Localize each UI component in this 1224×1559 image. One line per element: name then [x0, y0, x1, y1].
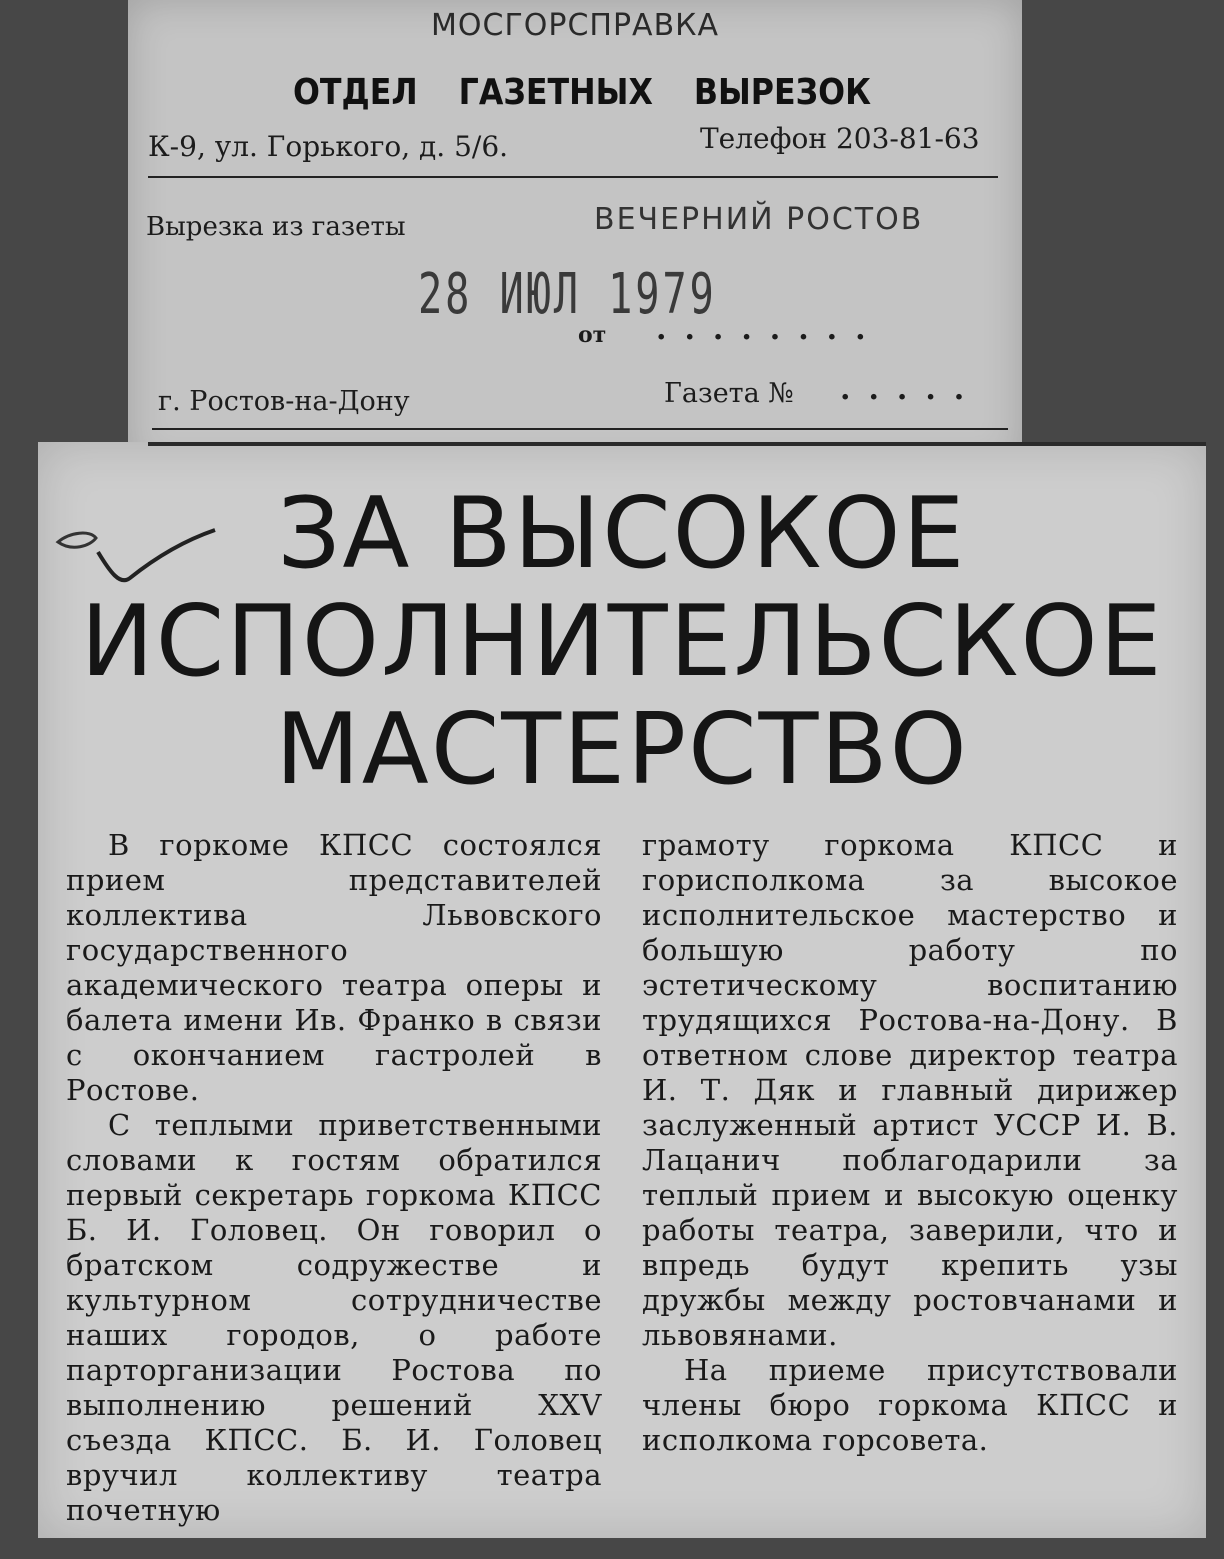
paragraph: На приеме присутствовали члены бюро горкома КПСС и исполкома горсовета. — [642, 1353, 1178, 1457]
phone: Телефон 203-81-63 — [700, 122, 980, 155]
clipping-top-edge — [148, 442, 1206, 446]
clipping-bureau-slip — [128, 0, 1022, 470]
article-column-right — [642, 828, 1178, 1458]
issue-blank-dots: ..... — [840, 372, 983, 407]
newspaper-clipping — [38, 442, 1206, 1538]
newspaper-name: ВЕЧЕРНИЙ РОСТОВ — [594, 202, 924, 237]
issue-label: Газета № — [664, 378, 794, 409]
date-stamp: 28 ИЮЛ 1979 — [418, 262, 717, 327]
organization-name: МОСГОРСПРАВКА — [431, 8, 719, 43]
department-name: ОТДЕЛ ГАЗЕТНЫХ ВЫРЕЗОК — [293, 72, 872, 113]
clipping-from-label: Вырезка из газеты — [146, 212, 406, 242]
divider — [152, 428, 1008, 430]
paragraph: С теплыми приветственными словами к гостям обратился первый секретарь горкома КПСС Б. И. Головец. Он говорил о братском содружестве и культурном сотрудничестве наших городов, о работе парторганизации Ростова по выполнению решений XXV съезда КПСС. Б. И. Головец вручил коллективу театра почетную — [66, 1108, 602, 1527]
from-label: от — [578, 322, 607, 348]
headline-line: ИСПОЛНИТЕЛЬСКОЕ — [80, 585, 1164, 699]
article-column-left — [66, 828, 602, 1528]
headline-line: МАСТЕРСТВО — [275, 693, 969, 807]
headline-line: ЗА ВЫСОКОЕ — [277, 477, 967, 591]
paragraph: В горкоме КПСС состоялся прием представителей коллектива Львовского государственного академического театра оперы и балета имени Ив. Франко в связи с окончанием гастролей в Ростове. — [66, 828, 602, 1107]
city: г. Ростов-на-Дону — [158, 386, 410, 417]
divider — [148, 176, 998, 178]
date-blank-dots: ........ — [656, 312, 884, 347]
pen-checkmark-mark — [50, 512, 220, 592]
address: К-9, ул. Горького, д. 5/6. — [148, 130, 509, 163]
paragraph: грамоту горкома КПСС и горисполкома за высокое исполнительское мастерство и большую работу по эстетическому воспитанию трудящихся Ростова-на-Дону. В ответном слове директор театра И. Т. Дяк и главный дирижер заслуженный артист УССР И. В. Лацанич поблагодарили за теплый прием и высокую оценку работы театра, заверили, что и впредь будут крепить узы дружбы между ростовчанами и львовянами. — [642, 828, 1178, 1352]
